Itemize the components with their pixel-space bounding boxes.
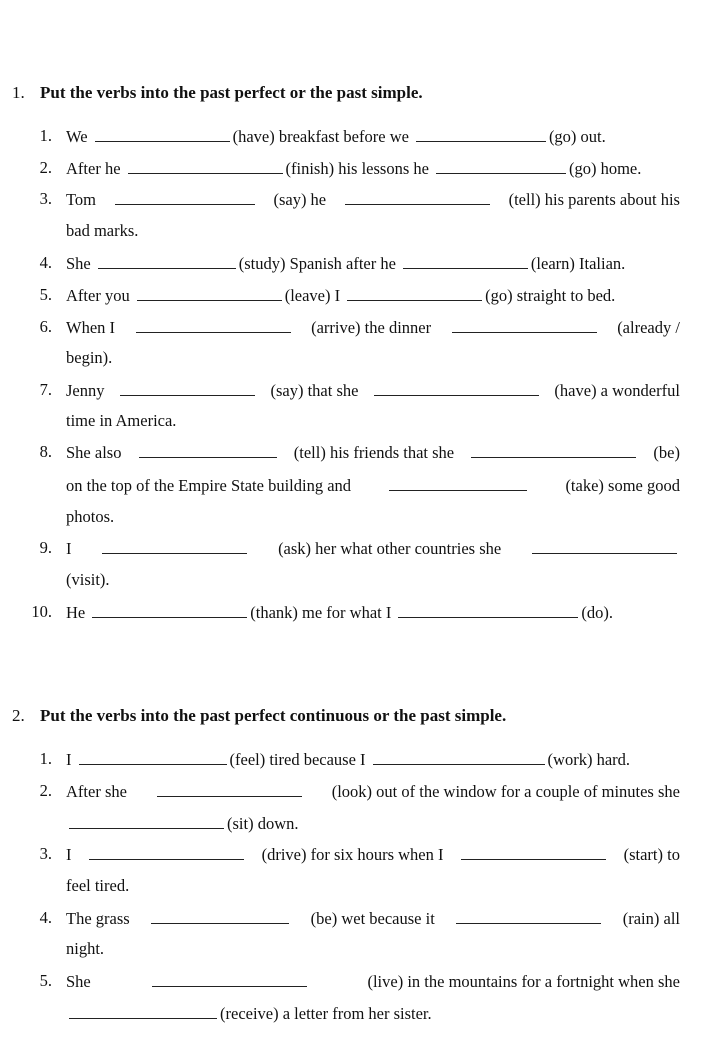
exercise-line — [66, 379, 680, 401]
answer-blank[interactable] — [436, 157, 566, 174]
item-number: 8. — [39, 442, 52, 461]
answer-blank[interactable] — [403, 252, 528, 269]
exercise-text: on the top of the Empire State building and — [66, 476, 352, 495]
exercise-text: (tell) his parents about his — [508, 190, 680, 209]
exercise-text: (already / — [617, 318, 680, 337]
exercise-text: feel tired. — [66, 876, 130, 895]
exercise-text: (work) hard. — [547, 750, 631, 769]
exercise-text: After you — [66, 286, 130, 305]
exercise-text: (live) in the mountains for a fortnight when she — [367, 972, 680, 991]
exercise-text: (ask) her what other countries she — [278, 539, 502, 558]
exercise-text: (finish) his lessons he — [285, 159, 429, 178]
exercise-text: bad marks. — [66, 221, 139, 240]
section-number: 1. — [12, 83, 25, 102]
exercise-text: (look) out of the window for a couple of minutes she — [331, 782, 680, 801]
item-number: 4. — [39, 908, 52, 927]
exercise-text: I — [66, 750, 72, 769]
answer-blank[interactable] — [79, 748, 227, 765]
answer-blank[interactable] — [452, 316, 597, 333]
exercise-text: After he — [66, 159, 121, 178]
exercise-text: (learn) Italian. — [530, 254, 626, 273]
answer-blank[interactable] — [416, 125, 546, 142]
section-title: Put the verbs into the past perfect continuous or the past simple. — [40, 706, 507, 725]
exercise-text: (start) to — [623, 845, 680, 864]
item-number: 7. — [39, 380, 52, 399]
exercise-line — [66, 748, 680, 770]
item-number: 6. — [39, 317, 52, 336]
section-heading — [12, 706, 506, 726]
exercise-text: (receive) a letter from her sister. — [220, 1004, 432, 1023]
exercise-line — [66, 284, 680, 306]
answer-blank[interactable] — [461, 843, 606, 860]
item-number: 1. — [39, 749, 52, 768]
answer-blank[interactable] — [89, 843, 244, 860]
answer-blank[interactable] — [374, 379, 539, 396]
exercise-line — [66, 569, 680, 591]
section-number: 2. — [12, 706, 25, 725]
exercise-text: I — [66, 845, 72, 864]
answer-blank[interactable] — [69, 812, 224, 829]
exercise-text: (say) he — [273, 190, 327, 209]
answer-blank[interactable] — [136, 316, 291, 333]
exercise-text: (sit) down. — [227, 814, 299, 833]
answer-blank[interactable] — [128, 157, 283, 174]
exercise-text: I — [66, 539, 72, 558]
exercise-text: (leave) I — [284, 286, 341, 305]
exercise-line — [66, 220, 680, 242]
exercise-text: Jenny — [66, 381, 105, 400]
exercise-text: (rain) all — [622, 909, 680, 928]
exercise-text: night. — [66, 939, 105, 958]
exercise-text: She — [66, 972, 91, 991]
answer-blank[interactable] — [347, 284, 482, 301]
exercise-line — [66, 157, 680, 179]
exercise-text: When I — [66, 318, 116, 337]
exercise-text: (say) that she — [270, 381, 359, 400]
answer-blank[interactable] — [456, 907, 601, 924]
exercise-line — [66, 843, 680, 865]
item-number: 4. — [39, 253, 52, 272]
item-number: 2. — [39, 158, 52, 177]
exercise-text: She — [66, 254, 91, 273]
answer-blank[interactable] — [151, 907, 289, 924]
exercise-line — [66, 347, 680, 369]
exercise-text: We — [66, 127, 88, 146]
answer-blank[interactable] — [137, 284, 282, 301]
exercise-line — [66, 316, 680, 338]
exercise-line — [66, 780, 680, 802]
exercise-text: (take) some good — [565, 476, 680, 495]
item-number: 2. — [39, 781, 52, 800]
exercise-text: (be) wet because it — [310, 909, 435, 928]
exercise-text: photos. — [66, 507, 115, 526]
exercise-line — [66, 506, 680, 528]
exercise-line — [66, 875, 680, 897]
answer-blank[interactable] — [92, 601, 247, 618]
item-number: 9. — [39, 538, 52, 557]
exercise-text: The grass — [66, 909, 130, 928]
answer-blank[interactable] — [157, 780, 302, 797]
exercise-text: (thank) me for what I — [250, 603, 392, 622]
exercise-text: (arrive) the dinner — [311, 318, 432, 337]
exercise-line — [66, 125, 680, 147]
exercise-line — [66, 1002, 680, 1024]
exercise-line — [66, 474, 680, 496]
answer-blank[interactable] — [152, 970, 307, 987]
exercise-text: (go) straight to bed. — [485, 286, 616, 305]
answer-blank[interactable] — [471, 441, 636, 458]
item-number: 1. — [39, 126, 52, 145]
exercise-line — [66, 601, 680, 623]
exercise-text: (have) a wonderful — [554, 381, 680, 400]
exercise-line — [66, 970, 680, 992]
exercise-line — [66, 252, 680, 274]
item-number: 5. — [39, 285, 52, 304]
exercise-text: (have) breakfast before we — [232, 127, 409, 146]
item-number: 5. — [39, 971, 52, 990]
item-number: 10. — [31, 602, 52, 621]
exercise-text: (do). — [581, 603, 613, 622]
item-number: 3. — [39, 844, 52, 863]
exercise-text: (go) out. — [548, 127, 606, 146]
exercise-text: She also — [66, 443, 122, 462]
exercise-text: begin). — [66, 348, 113, 367]
answer-blank[interactable] — [139, 441, 277, 458]
exercise-text: (drive) for six hours when I — [261, 845, 444, 864]
exercise-line — [66, 188, 680, 210]
exercise-text: He — [66, 603, 86, 622]
section-title: Put the verbs into the past perfect or the past simple. — [40, 83, 423, 102]
answer-blank[interactable] — [120, 379, 255, 396]
exercise-line — [66, 410, 680, 432]
answer-blank[interactable] — [102, 537, 247, 554]
item-number: 3. — [39, 189, 52, 208]
answer-blank[interactable] — [389, 474, 527, 491]
exercise-line — [66, 812, 680, 834]
exercise-text: (tell) his friends that she — [293, 443, 455, 462]
exercise-text: (go) home. — [568, 159, 642, 178]
exercise-text: time in America. — [66, 411, 177, 430]
exercise-text: (visit). — [66, 570, 110, 589]
answer-blank[interactable] — [95, 125, 230, 142]
exercise-text: (be) — [653, 443, 680, 462]
answer-blank[interactable] — [345, 188, 490, 205]
answer-blank[interactable] — [398, 601, 578, 618]
exercise-line — [66, 938, 680, 960]
answer-blank[interactable] — [69, 1002, 217, 1019]
answer-blank[interactable] — [115, 188, 255, 205]
exercise-text: Tom — [66, 190, 97, 209]
exercise-line — [66, 537, 680, 559]
exercise-line — [66, 907, 680, 929]
exercise-text: (feel) tired because I — [229, 750, 366, 769]
exercise-text: After she — [66, 782, 127, 801]
answer-blank[interactable] — [373, 748, 545, 765]
section-heading — [12, 83, 423, 103]
exercise-line — [66, 441, 680, 463]
answer-blank[interactable] — [98, 252, 236, 269]
answer-blank[interactable] — [532, 537, 677, 554]
exercise-text: (study) Spanish after he — [238, 254, 396, 273]
